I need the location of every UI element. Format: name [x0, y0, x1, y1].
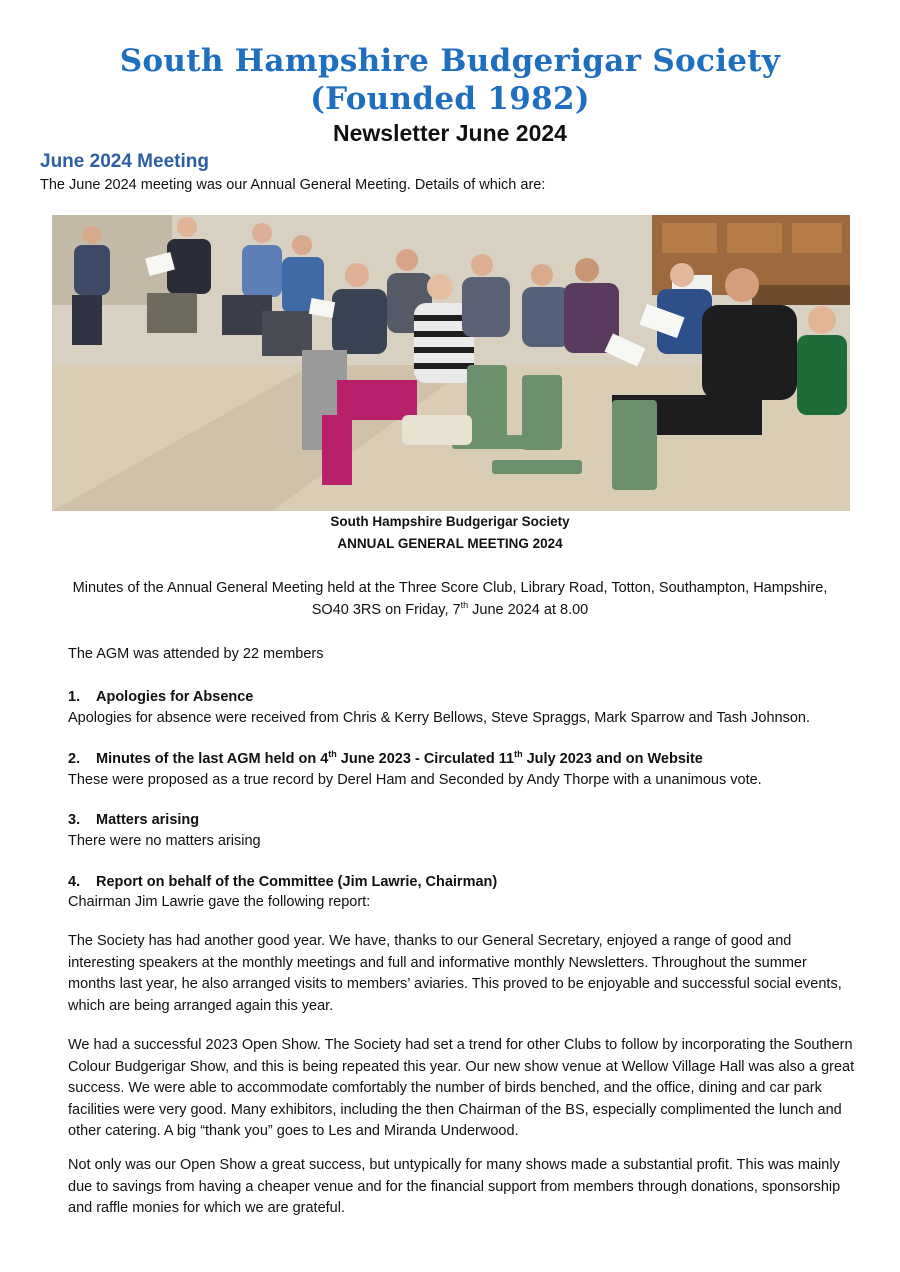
founded-subtitle: (Founded 1982) — [310, 81, 590, 117]
report-paragraph: We had a successful 2023 Open Show. The Society had set a trend for other Clubs to follow by incorporating the Southern Colour Budgerigar Show, and this is being repeated this year. Our new show venue at Wellow Village Hall was also a great success. We were able to accommodate comfortably the number of birds benched, and the office, dining and car park facilities were very good. Many exhibitors, including the then Chairman of the BS, especially complimented the lunch and other catering. A big “thank you” goes to Les and Miranda Underwood. — [68, 1037, 855, 1139]
item-number: 3. — [68, 812, 81, 828]
item-title: Matters arising — [96, 812, 200, 828]
intro-text: The June 2024 meeting was our Annual General Meeting. Details of which are: — [40, 177, 546, 193]
photo-caption-society: South Hampshire Budgerigar Society — [330, 514, 570, 529]
newsletter-title: Newsletter June 2024 — [333, 120, 567, 146]
item-title: Apologies for Absence — [96, 689, 254, 705]
item-title-part: June 2023 - Circulated 11 — [336, 751, 515, 767]
section-heading: June 2024 Meeting — [40, 151, 209, 172]
item-number: 1. — [68, 689, 81, 705]
report-paragraph: Not only was our Open Show a great success, but untypically for many shows made a substantial profit. This was mainly due to savings from having a cheaper venue and for the financial support from members through donations, sponsorship and raffle monies for which we are grateful. — [68, 1157, 841, 1216]
item-number: 2. — [68, 751, 81, 767]
item-heading-committee-report — [68, 873, 497, 891]
photo-caption-agm: ANNUAL GENERAL MEETING 2024 — [337, 536, 563, 551]
ordinal-suffix: th — [514, 749, 523, 760]
item-title-part: Minutes of the last AGM held on 4 — [96, 751, 329, 767]
minutes-time-part: June 2024 at 8.00 — [468, 602, 589, 618]
item-body-committee-report: Chairman Jim Lawrie gave the following report: — [68, 894, 371, 910]
attendance-text: The AGM was attended by 22 members — [68, 646, 324, 662]
minutes-line-2 — [45, 599, 855, 621]
agm-meeting-photo — [52, 215, 850, 511]
item-number: 4. — [68, 874, 81, 890]
minutes-intro — [45, 577, 855, 621]
item-heading-apologies — [68, 688, 253, 706]
minutes-line-1: Minutes of the Annual General Meeting held at the Three Score Club, Library Road, Totton, Southampton, Hampshire, — [72, 580, 828, 596]
ordinal-suffix: th — [328, 749, 337, 760]
item-body-apologies: Apologies for absence were received from Chris & Kerry Bellows, Steve Spraggs, Mark Sparrow and Tash Johnson. — [68, 710, 810, 726]
item-title: Report on behalf of the Committee (Jim Lawrie, Chairman) — [96, 874, 498, 890]
item-body-matters-arising: There were no matters arising — [68, 833, 261, 849]
society-title: South Hampshire Budgerigar Society — [119, 43, 781, 79]
report-paragraph: The Society has had another good year. We have, thanks to our General Secretary, enjoyed a range of good and interesting speakers at the monthly meetings and full and informative monthly Newsletters. Throughout the summer months last year, he also arranged visits to members’ aviaries. This proved to be enjoyable and successful social events, which are being arranged again this year. — [68, 933, 842, 1014]
item-title-part: July 2023 and on Website — [522, 751, 703, 767]
item-heading-matters-arising — [68, 811, 199, 829]
minutes-date-suffix: th — [460, 600, 469, 611]
minutes-date-part: SO40 3RS on Friday, 7 — [311, 602, 461, 618]
item-body-minutes: These were proposed as a true record by Derel Ham and Seconded by Andy Thorpe with a unanimous vote. — [68, 772, 762, 788]
item-heading-minutes — [68, 750, 703, 768]
